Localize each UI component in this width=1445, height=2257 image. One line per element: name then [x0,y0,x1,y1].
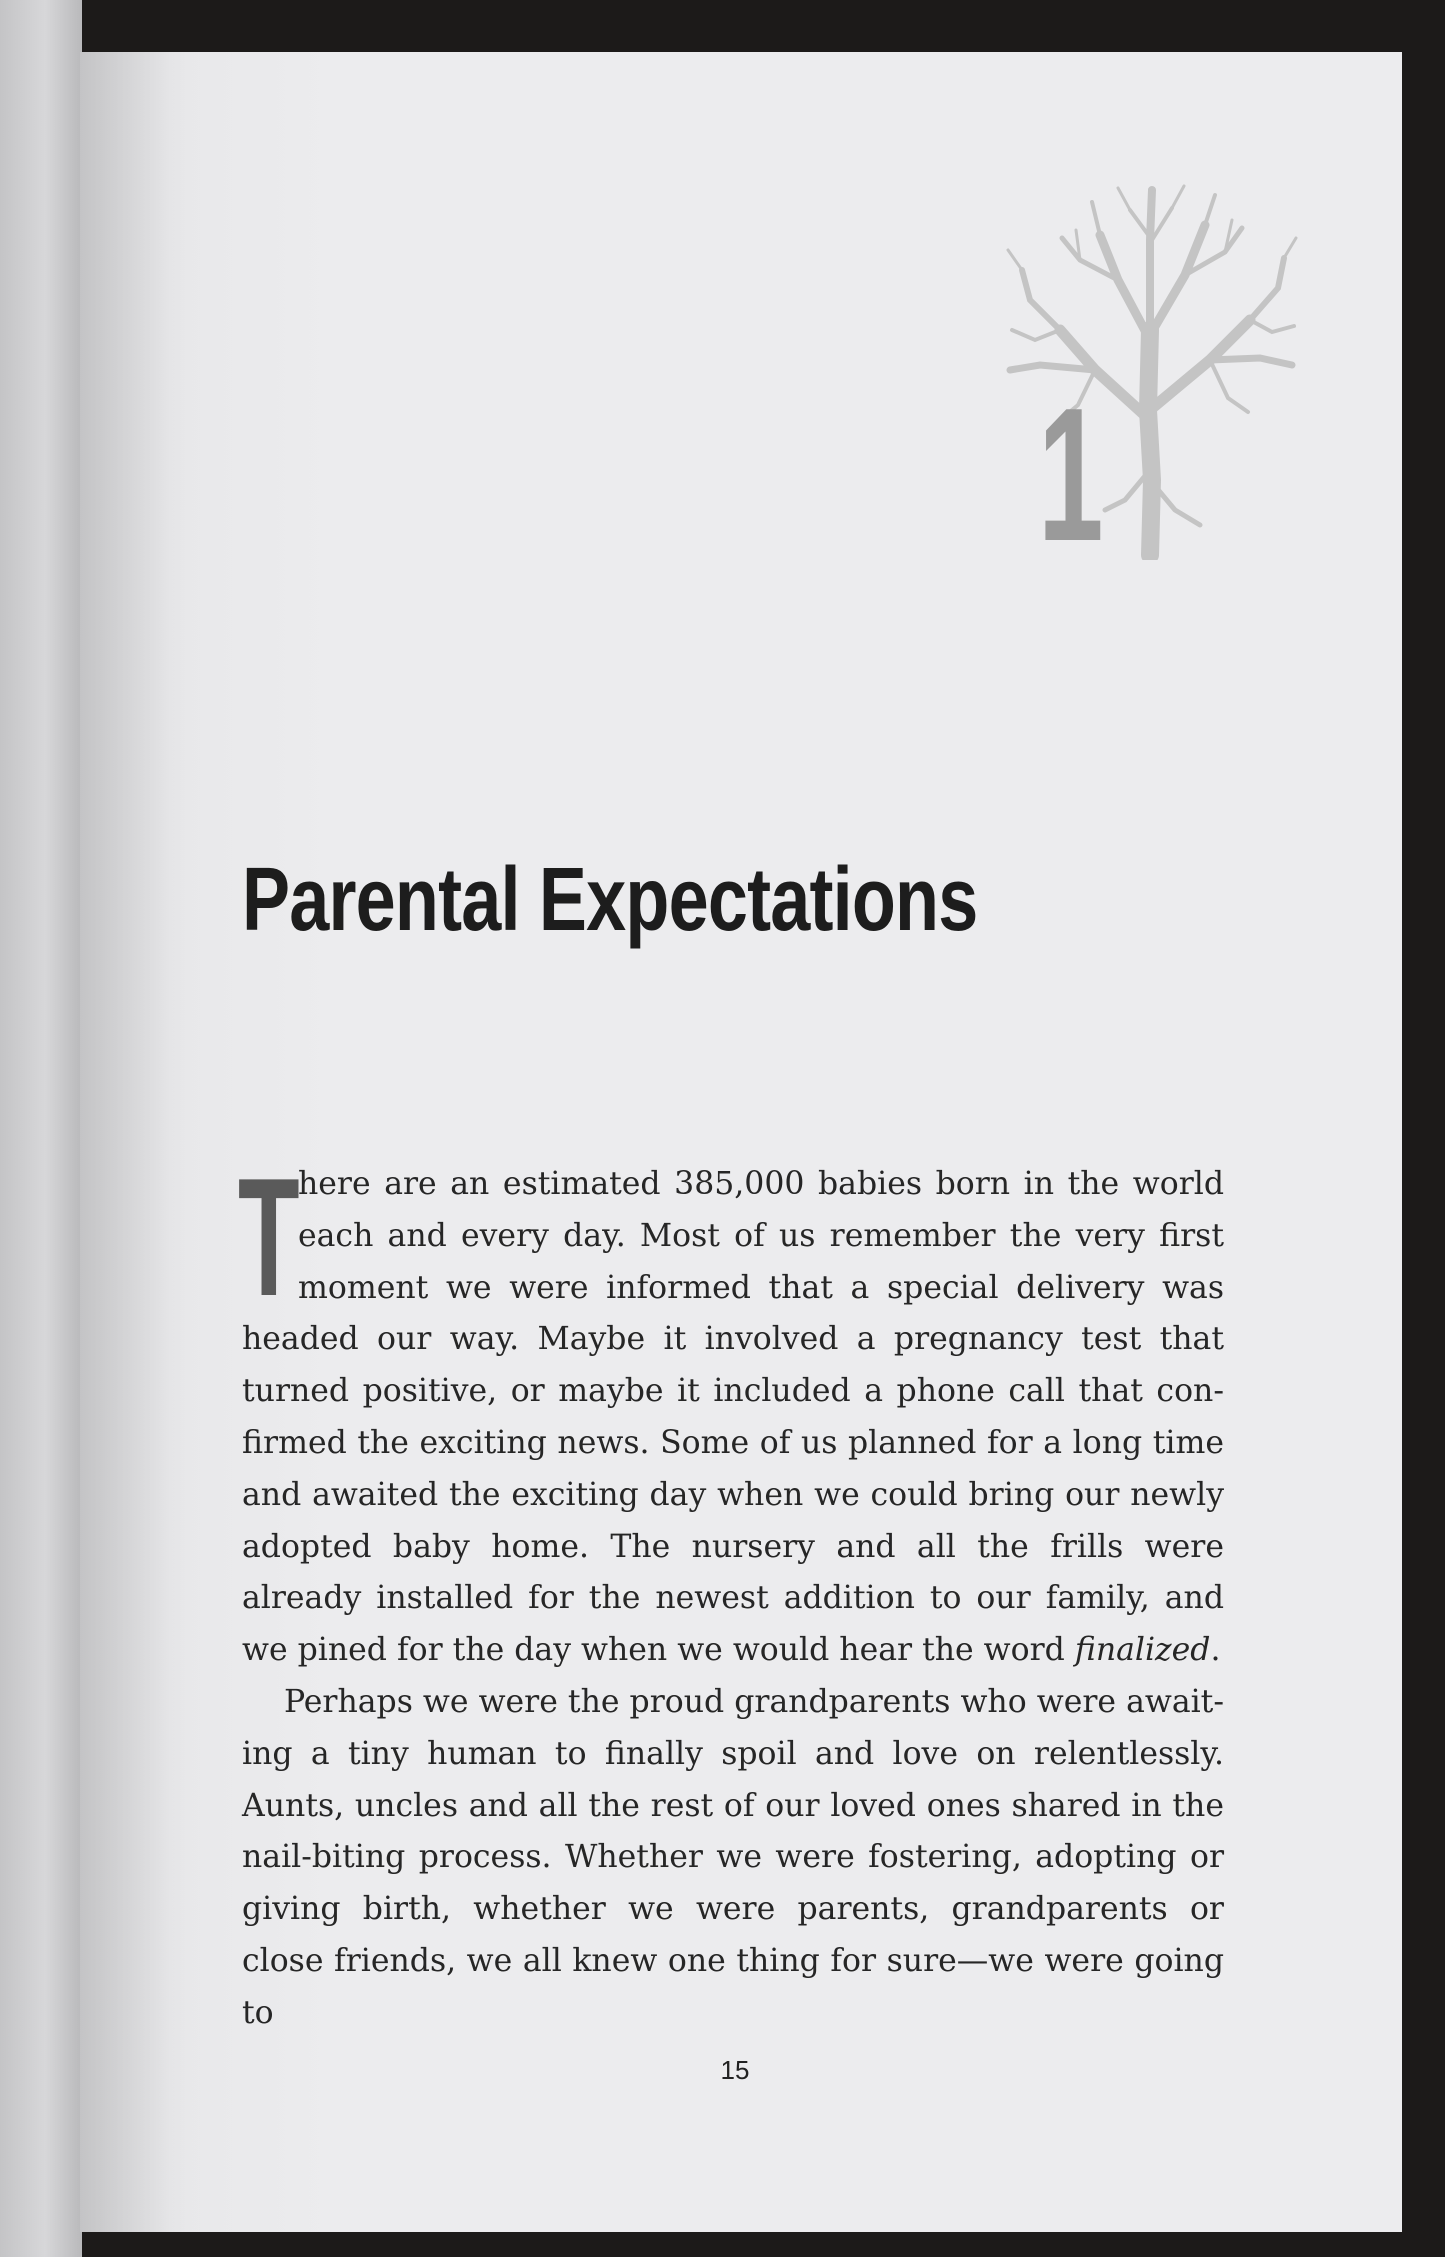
gutter-shadow [80,52,190,2232]
paragraph-2: Perhaps we were the proud grandparents who were awaiting a tiny human to finally spoil and love on relentlessly. Aunts, uncles and all the rest of our loved ones shared in the nail-biting process. Whether we were fostering, adopting or giving birth, whether we were parents, grandparents or close friends, we all knew one thing for sure—we were going to [242,1683,1224,2031]
paragraph-1 [238,1143,1224,1677]
paragraph-1-end: . [1210,1632,1221,1669]
chapter-number: 1 [1038,369,1104,581]
facing-page-edge [0,0,82,2257]
drop-cap: T [238,1143,300,1331]
page-number: 15 [720,2055,750,2085]
emphasized-word: finalized [1074,1632,1211,1669]
chapter-title: Parental Expectations [242,850,978,950]
paragraph-1-text: here are an estimated 385,000 babies born in the world each and every day. Most of us remember the very first moment we were informed that a special delivery was headed our way. Maybe it involved a pregnancy test that turned positive, or maybe it included a phone call that confirmed the exciting news. Some of us planned for a long time and awaited the exciting day when we could bring our newly adopted baby home. The nursery and all the frills were already installed for the newest addition to our family, and we pined for the day when we would hear the word [242,1166,1224,1669]
chapter-body [238,1143,1224,2040]
